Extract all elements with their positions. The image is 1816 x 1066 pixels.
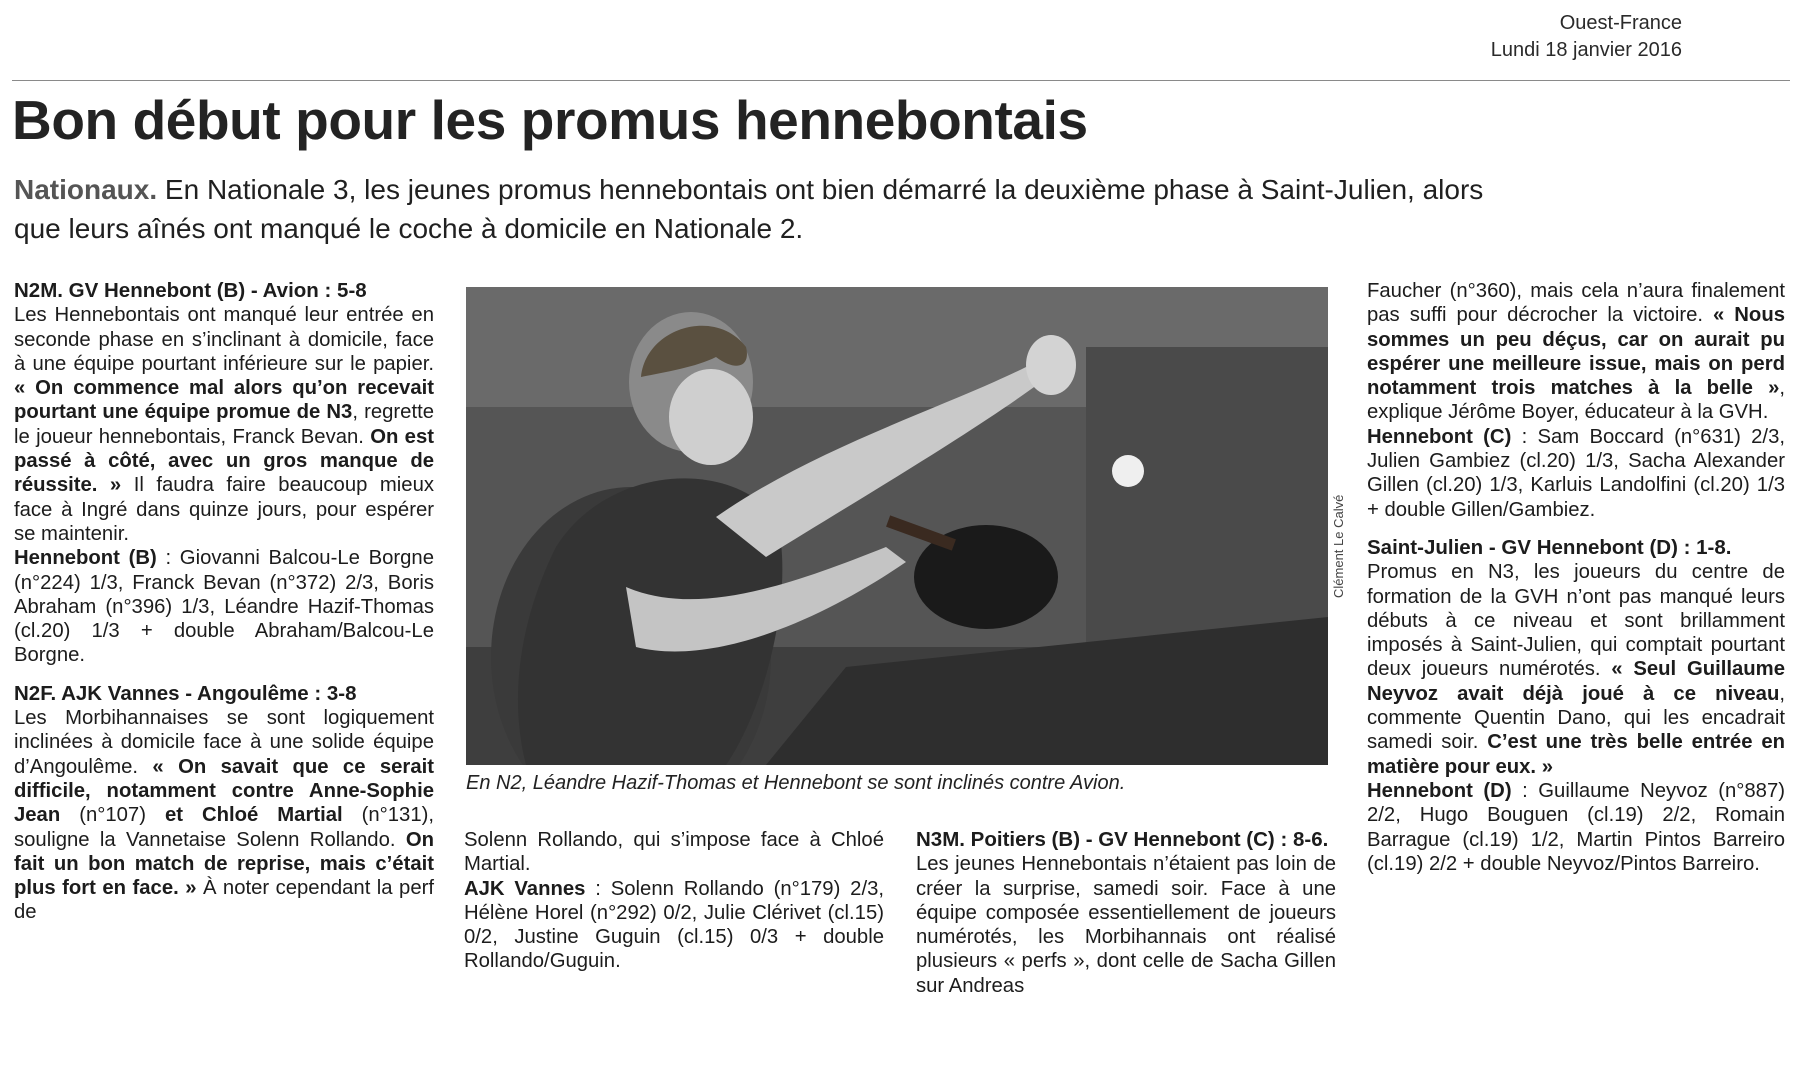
header-rule [12, 80, 1790, 81]
masthead [1491, 10, 1682, 64]
n2m-result-heading: N2M. GV Hennebont (B) - Avion : 5-8 [14, 279, 367, 302]
headline: Bon début pour les promus hennebontais [12, 89, 1088, 151]
standfirst-text: En Nationale 3, les jeunes promus hennebontais ont bien démarré la deuxième phase à Saint-Julien, alors que leurs aînés ont manqué le coche à domicile en Nationale 2. [14, 174, 1484, 244]
publication-date: Lundi 18 janvier 2016 [1490, 39, 1682, 61]
n2f-paragraph: Les Morbihannaises se sont logiquement inclinées à domicile face à une solide équipe d’Angoulême. « On savait que ce serait difficile, notamment contre Anne-Sophie Jean (n°107) et Chloé Martial (n°131), souligne la Vannetaise Solenn Rollando. On fait un bon match de reprise, mais c’était plus fort en face. » À noter cependant la perf de [14, 707, 434, 924]
standfirst [14, 170, 1504, 248]
n3m-paragraph-cont: Faucher (n°360), mais cela n’aura finalement pas suffi pour décrocher la victoire. « Nous sommes un peu déçus, car on aurait pu espérer une meilleure issue, mais on perd notamment trois matches à la belle », explique Jérôme Boyer, éducateur à la GVH. [1367, 280, 1785, 424]
hennebont-d-lineup: Hennebont (D) : Guillaume Neyvoz (n°887) 2/2, Hugo Bouguen (cl.19) 2/2, Romain Barrague (cl.19) 1/2, Martin Pintos Barreiro (cl.19) 2/2 + double Neyvoz/Pintos Barreiro. [1367, 779, 1785, 875]
rubric-label: Nationaux. [14, 174, 158, 205]
newspaper-name: Ouest-France [1559, 12, 1682, 34]
table-tennis-photo [466, 287, 1328, 765]
photo-caption: En N2, Léandre Hazif-Thomas et Hennebont se sont inclinés contre Avion. [466, 772, 1126, 794]
n3m-paragraph: Les jeunes Hennebontais n’étaient pas loin de créer la surprise, samedi soir. Face à une équipe composée essentiellement de joueurs numérotés, les Morbihannais ont réalisé plusieurs « perfs », dont celle de Sacha Gillen sur Andreas [916, 853, 1336, 997]
hennebont-c-lineup: Hennebont (C) : Sam Boccard (n°631) 2/3, Julien Gambiez (cl.20) 1/3, Sacha Alexander Gillen (cl.20) 1/3, Karluis Landolfini (cl.20) 1/3 + double Gillen/Gambiez. [1367, 425, 1785, 521]
ajk-lineup: AJK Vannes : Solenn Rollando (n°179) 2/3, Hélène Horel (n°292) 0/2, Julie Clérivet (cl.15) 0/2, Justine Guguin (cl.15) 0/3 + double Rollando/Guguin. [464, 877, 884, 973]
column-2 [464, 828, 884, 974]
column-3 [916, 828, 1336, 998]
col2-text: Solenn Rollando, qui s’impose face à Chloé Martial. [464, 829, 884, 876]
column-1 [14, 279, 434, 925]
saint-julien-paragraph: Promus en N3, les joueurs du centre de formation de la GVH n’ont pas manqué leurs débuts à ce niveau et sont brillamment imposés à Saint-Julien, qui comptait pourtant deux joueurs numérotés. « Seul Guillaume Neyvoz avait déjà joué à ce niveau, commente Quentin Dano, qui les encadrait samedi soir. C’est une très belle entrée en matière pour eux. » [1367, 561, 1785, 778]
n2m-paragraph: Les Hennebontais ont manqué leur entrée en seconde phase en s’inclinant à domicile, face à une équipe pourtant inférieure sur le papier. « On commence mal alors qu’on recevait pourtant une équipe promue de N3, regrette le joueur hennebontais, Franck Bevan. On est passé à côté, avec un gros manque de réussite. » Il faudra faire beaucoup mieux face à Ingré dans quinze jours, pour espérer se maintenir. [14, 304, 434, 545]
player-illustration [466, 287, 1328, 765]
n2m-lineup: Hennebont (B) : Giovanni Balcou-Le Borgne (n°224) 1/3, Franck Bevan (n°372) 2/3, Boris Abraham (n°396) 1/3, Léandre Hazif-Thomas (cl.20) 1/3 + double Abraham/Balcou-Le Borgne. [14, 547, 434, 667]
n2f-result-heading: N2F. AJK Vannes - Angoulême : 3-8 [14, 681, 357, 705]
photo-credit: Clément Le Calvé [1331, 494, 1346, 598]
n3m-result-heading: N3M. Poitiers (B) - GV Hennebont (C) : 8-6. [916, 828, 1329, 851]
saint-julien-result-heading: Saint-Julien - GV Hennebont (D) : 1-8. [1367, 535, 1732, 559]
column-4 [1367, 279, 1785, 876]
